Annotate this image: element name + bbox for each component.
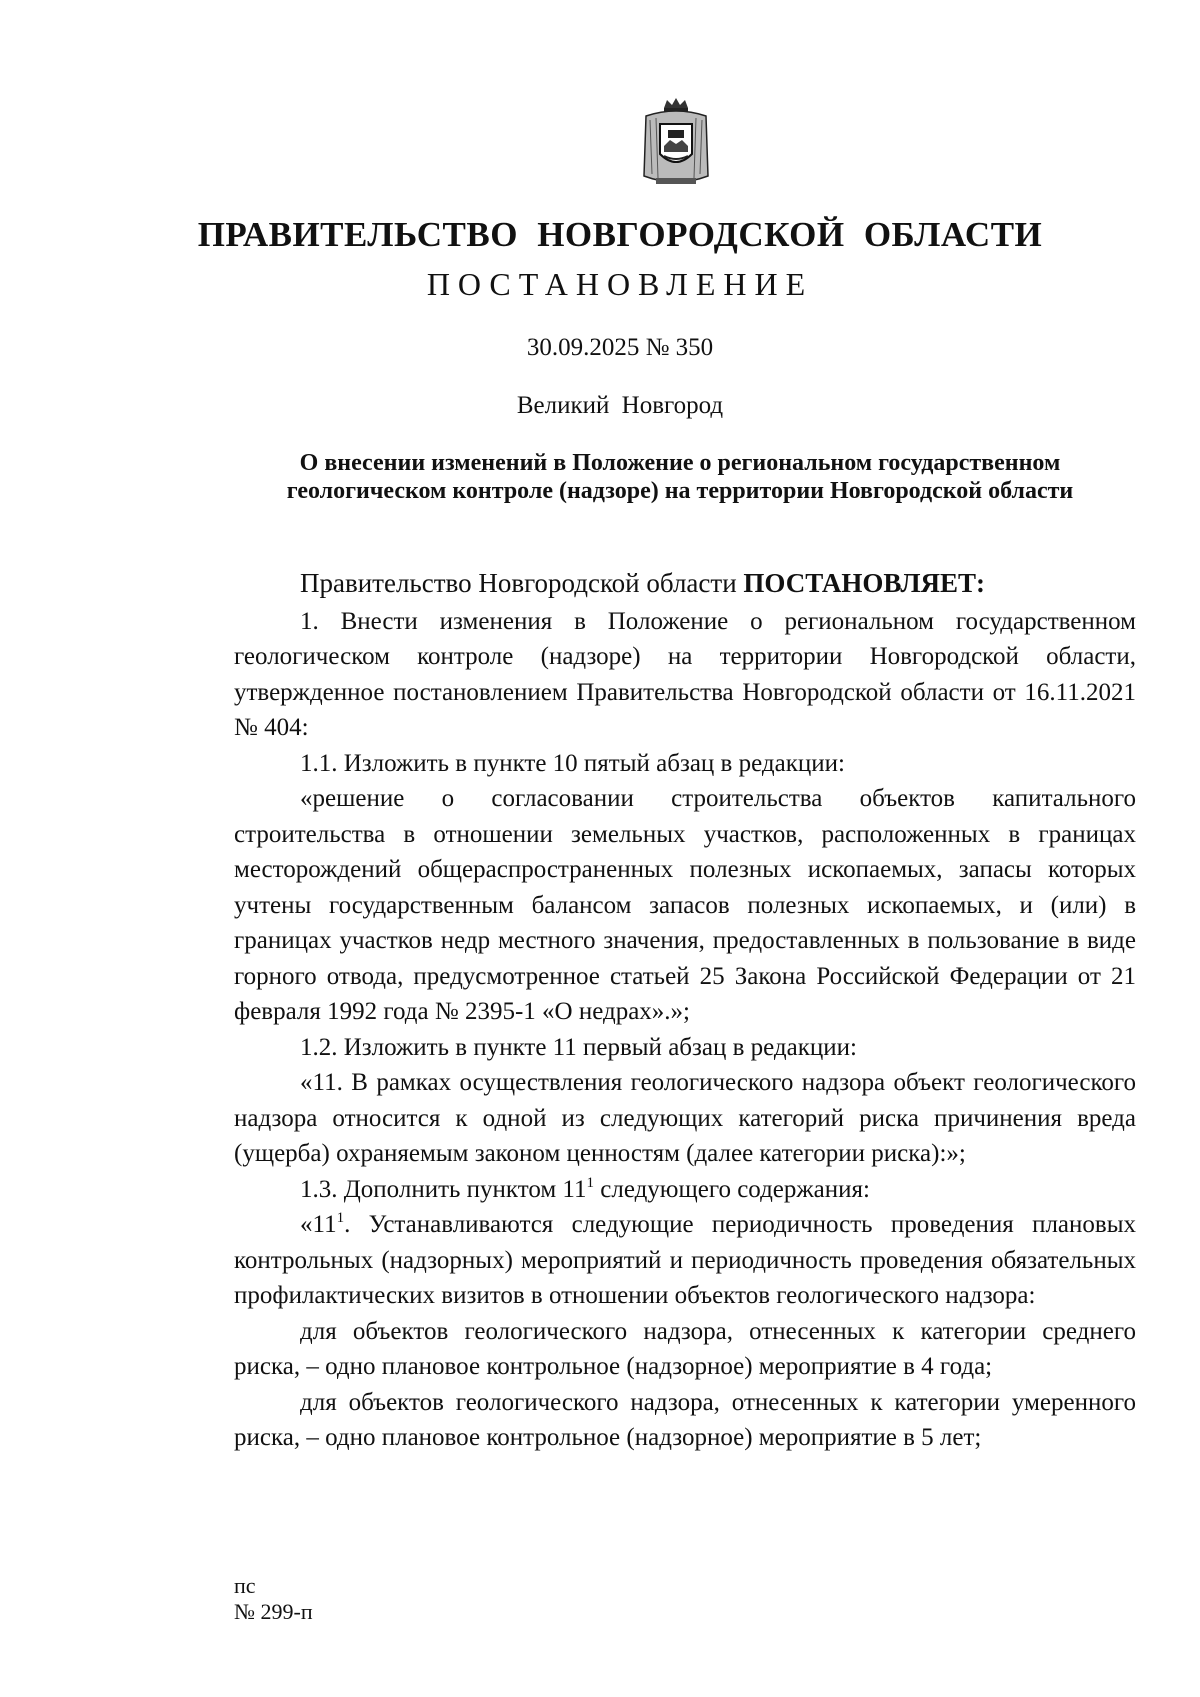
paragraph-1-3-quote bbox=[234, 1207, 1136, 1314]
lead-text: Правительство Новгородской области bbox=[300, 568, 744, 598]
p1-3-text: 1.3. Дополнить пунктом 11 bbox=[300, 1175, 587, 1203]
paragraph-1-3 bbox=[234, 1172, 1136, 1208]
p1-3-text-after: следующего содержания: bbox=[594, 1175, 870, 1203]
quote-rest: . Устанавливаются следующие периодичность проведения плановых контрольных (надзорных) мероприятий и периодичность проведения обязательных профилактических визитов в отношении объектов геологического надзора: bbox=[234, 1211, 1136, 1309]
paragraph-medium-risk: для объектов геологического надзора, отнесенных к категории среднего риска, – одно плановое контрольное (надзорное) мероприятие в 4 года; bbox=[234, 1317, 1136, 1380]
resolution-lead bbox=[234, 566, 1136, 602]
document-city: Великий Новгород bbox=[516, 392, 724, 419]
government-title: ПРАВИТЕЛЬСТВО НОВГОРОДСКОЙ ОБЛАСТИ bbox=[197, 215, 1043, 254]
paragraph-moderate-risk: для объектов геологического надзора, отнесенных к категории умеренного риска, – одно плановое контрольное (надзорное) мероприятие в 5 лет; bbox=[234, 1388, 1136, 1451]
quote-superscript: 1 bbox=[336, 1210, 345, 1226]
lead-bold: ПОСТАНОВЛЯЕТ: bbox=[743, 568, 985, 598]
paragraph-1-1-quote: «решение о согласовании строительства объектов капитального строительства в отношении земельных участков, расположенных в границах месторождений общераспространенных полезных ископаемых, запасы которых учтены государственным балансом запасов полезных ископаемых, и (или) в границах участков недр местного значения, предоставленных в пользование в виде горного отвода, предусмотренное статьей 25 Закона Российской Федерации от 21 февраля 1992 года № 2395-1 «О недрах».»; bbox=[234, 785, 1136, 1025]
document-type: ПОСТАНОВЛЕНИЕ bbox=[426, 266, 814, 302]
novgorod-coat-of-arms-icon bbox=[636, 96, 716, 192]
footer-code-1: пс bbox=[234, 1573, 256, 1598]
footer-code bbox=[234, 1573, 313, 1625]
document-subject bbox=[230, 449, 1130, 505]
paragraph-1-2-quote: «11. В рамках осуществления геологического надзора объект геологического надзора относится к одной из следующих категорий риска причинения вреда (ущерба) охраняемым законом ценностям (далее категории риска):»; bbox=[234, 1069, 1136, 1167]
paragraph-1: 1. Внести изменения в Положение о региональном государственном геологическом контроле (надзоре) на территории Новгородской области, утвержденное постановлением Правительства Новгородской области от 16.11.2021 № 404: bbox=[234, 607, 1136, 741]
quote-open: «11 bbox=[300, 1211, 337, 1238]
subject-line-1: О внесении изменений в Положение о региональном государственном bbox=[299, 450, 1061, 476]
footer-code-2: № 299-п bbox=[234, 1599, 313, 1624]
paragraph-1-1: 1.1. Изложить в пункте 10 пятый абзац в редакции: bbox=[300, 749, 845, 777]
subject-line-2: геологическом контроле (надзоре) на территории Новгородской области bbox=[286, 478, 1074, 504]
document-date-number: 30.09.2025 № 350 bbox=[526, 334, 714, 361]
paragraph-1-2: 1.2. Изложить в пункте 11 первый абзац в редакции: bbox=[300, 1033, 857, 1061]
document-body bbox=[234, 566, 1136, 1456]
p1-3-superscript: 1 bbox=[586, 1174, 594, 1191]
